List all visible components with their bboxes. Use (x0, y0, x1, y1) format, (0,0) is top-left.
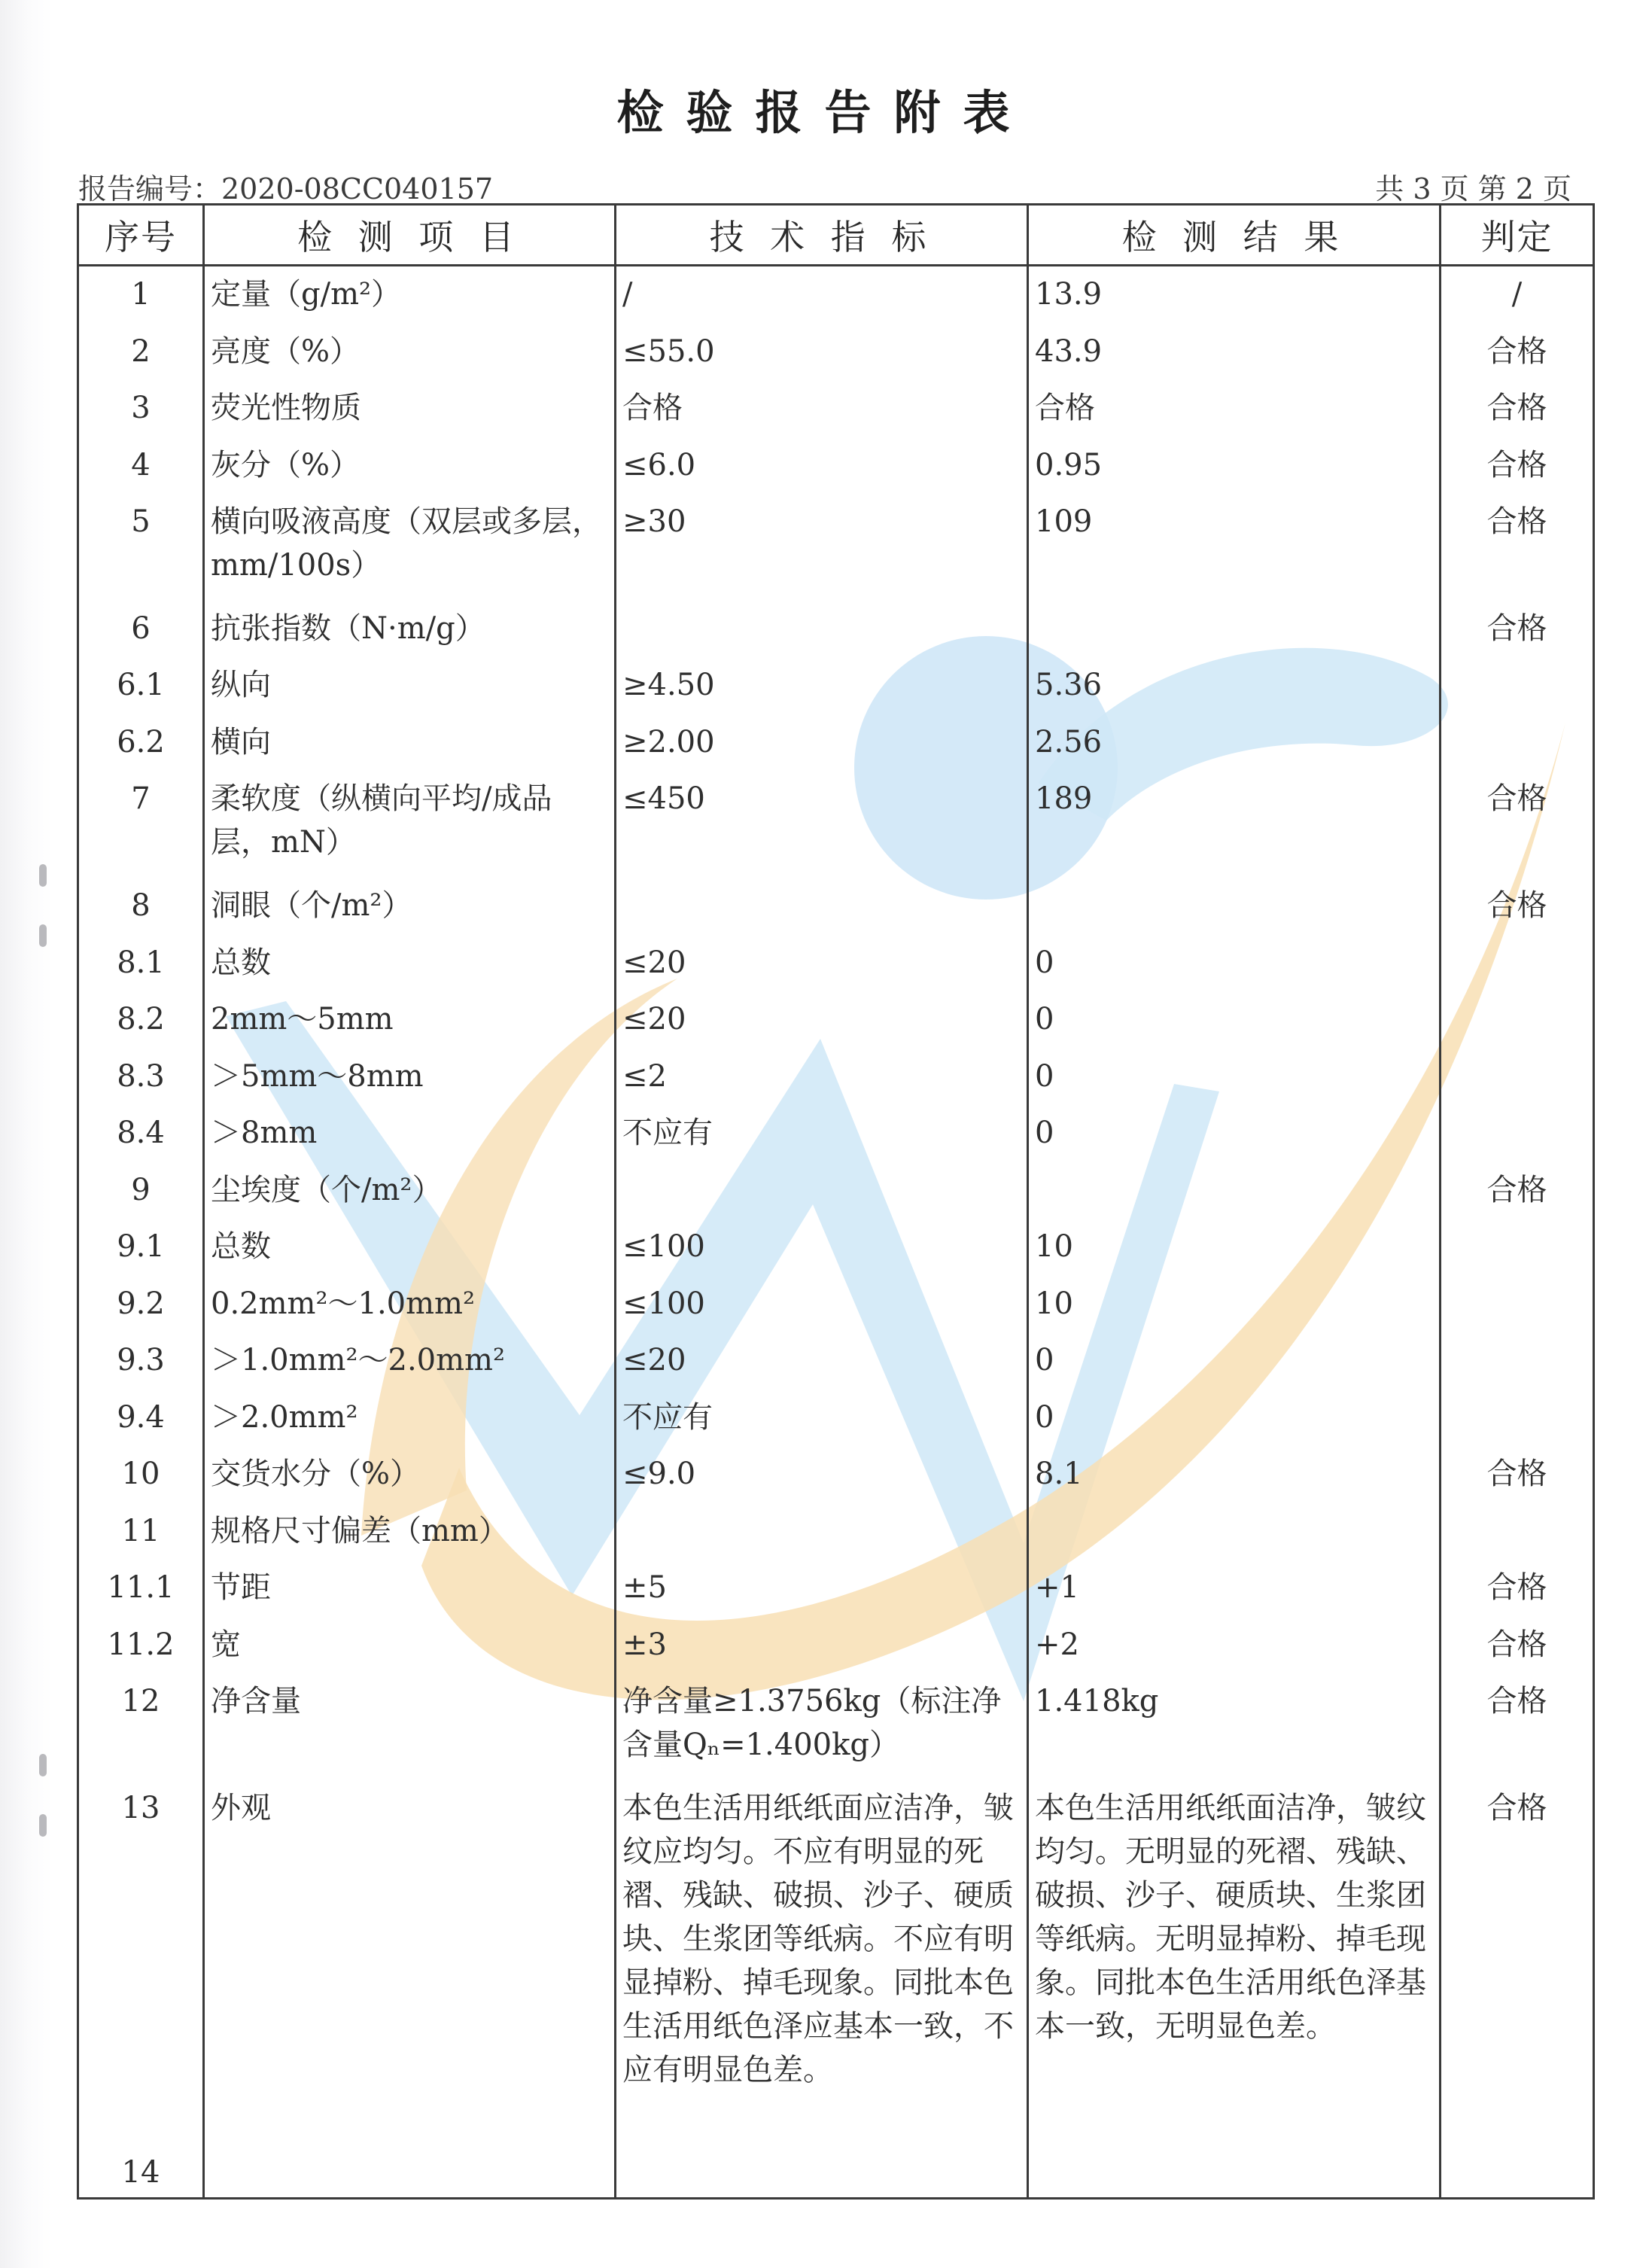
row-result: 109 (1028, 494, 1441, 601)
table-row (78, 1390, 1594, 1446)
row-spec: ≤100 (616, 1276, 1028, 1332)
row-item: ＞2.0mm² (204, 1390, 616, 1446)
row-item (204, 2136, 616, 2198)
row-number: 8.1 (78, 935, 204, 991)
row-spec: ±3 (616, 1617, 1028, 1673)
row-result: 合格 (1028, 380, 1441, 437)
row-item: 荧光性物质 (204, 380, 616, 437)
table-row (78, 771, 1594, 878)
table-row (78, 878, 1594, 934)
row-result (1028, 1503, 1441, 1560)
row-result: 0 (1028, 1049, 1441, 1105)
row-result: 13.9 (1028, 266, 1441, 324)
row-verdict (1441, 1332, 1594, 1389)
row-number: 7 (78, 771, 204, 878)
row-item: 净含量 (204, 1673, 616, 1780)
table-row (78, 1446, 1594, 1502)
table-row (78, 601, 1594, 657)
row-result: 0 (1028, 935, 1441, 991)
row-number: 10 (78, 1446, 204, 1502)
row-item: 抗张指数（N·m/g） (204, 601, 616, 657)
row-verdict: 合格 (1441, 601, 1594, 657)
row-item: 灰分（%） (204, 437, 616, 494)
row-item: 横向 (204, 714, 616, 771)
row-number: 9.2 (78, 1276, 204, 1332)
row-number: 6.1 (78, 657, 204, 714)
page-title: 检验报告附表 (616, 85, 1033, 140)
binding-holes-upper (39, 864, 47, 985)
row-result (1028, 878, 1441, 934)
row-result: 0 (1028, 991, 1441, 1048)
row-number: 11.2 (78, 1617, 204, 1673)
row-result: 189 (1028, 771, 1441, 878)
row-result (1028, 601, 1441, 657)
table-body (78, 266, 1594, 2199)
table-row (78, 1105, 1594, 1161)
row-spec (616, 1162, 1028, 1219)
row-verdict: 合格 (1441, 380, 1594, 437)
table-row (78, 324, 1594, 380)
row-spec: 不应有 (616, 1105, 1028, 1161)
row-spec: ≥2.00 (616, 714, 1028, 771)
row-item: 定量（g/m²） (204, 266, 616, 324)
row-number: 1 (78, 266, 204, 324)
row-item: 节距 (204, 1560, 616, 1616)
col-header-no: 序号 (78, 205, 204, 266)
row-verdict (1441, 1219, 1594, 1275)
row-spec: 净含量≥1.3756kg（标注净含量Qₙ=1.400kg） (616, 1673, 1028, 1780)
row-verdict (1441, 991, 1594, 1048)
row-spec (616, 878, 1028, 934)
row-number: 8.3 (78, 1049, 204, 1105)
row-verdict: 合格 (1441, 437, 1594, 494)
row-verdict: 合格 (1441, 1617, 1594, 1673)
row-spec: ≤9.0 (616, 1446, 1028, 1502)
row-result: 0 (1028, 1332, 1441, 1389)
row-result: 5.36 (1028, 657, 1441, 714)
row-result: 0 (1028, 1390, 1441, 1446)
row-number: 12 (78, 1673, 204, 1780)
row-item: 亮度（%） (204, 324, 616, 380)
row-spec: ≤20 (616, 991, 1028, 1048)
row-number: 5 (78, 494, 204, 601)
col-header-item: 检 测 项 目 (204, 205, 616, 266)
row-item: 总数 (204, 1219, 616, 1275)
row-item: 总数 (204, 935, 616, 991)
table-row (78, 1162, 1594, 1219)
table-row (78, 1276, 1594, 1332)
row-item: ＞1.0mm²～2.0mm² (204, 1332, 616, 1389)
report-number: 报告编号：2020-08CC040157 (78, 172, 494, 205)
row-spec: ≥30 (616, 494, 1028, 601)
col-header-spec: 技 术 指 标 (616, 205, 1028, 266)
row-item: 规格尺寸偏差（mm） (204, 1503, 616, 1560)
row-verdict: 合格 (1441, 878, 1594, 934)
row-result: 2.56 (1028, 714, 1441, 771)
row-verdict (1441, 657, 1594, 714)
row-item: ＞8mm (204, 1105, 616, 1161)
row-spec: ≤100 (616, 1219, 1028, 1275)
row-item: 宽 (204, 1617, 616, 1673)
row-verdict: 合格 (1441, 771, 1594, 878)
table-header-row (78, 205, 1594, 266)
table-row (78, 991, 1594, 1048)
row-item: 0.2mm²～1.0mm² (204, 1276, 616, 1332)
row-item: 洞眼（个/m²） (204, 878, 616, 934)
row-result: 0 (1028, 1105, 1441, 1161)
row-verdict: 合格 (1441, 1560, 1594, 1616)
table-row (78, 494, 1594, 601)
row-spec: ±5 (616, 1560, 1028, 1616)
inspection-table (77, 203, 1595, 2200)
row-verdict (1441, 1503, 1594, 1560)
row-spec: ≤2 (616, 1049, 1028, 1105)
row-item: 外观 (204, 1780, 616, 2137)
row-number: 9.1 (78, 1219, 204, 1275)
row-verdict: 合格 (1441, 1673, 1594, 1780)
row-spec: ≤450 (616, 771, 1028, 878)
table-row (78, 1617, 1594, 1673)
row-spec: ≤20 (616, 935, 1028, 991)
row-result: 0.95 (1028, 437, 1441, 494)
row-number: 8.4 (78, 1105, 204, 1161)
row-spec (616, 1503, 1028, 1560)
row-item: 柔软度（纵横向平均/成品层，mN） (204, 771, 616, 878)
row-result: 本色生活用纸纸面洁净，皱纹均匀。无明显的死褶、残缺、破损、沙子、硬质块、生浆团等纸病。无明显掉粉、掉毛现象。同批本色生活用纸色泽基本一致，无明显色差。 (1028, 1780, 1441, 2137)
row-spec: ≤20 (616, 1332, 1028, 1389)
row-result: 10 (1028, 1276, 1441, 1332)
table-row (78, 437, 1594, 494)
row-item: 尘埃度（个/m²） (204, 1162, 616, 1219)
row-item: 纵向 (204, 657, 616, 714)
row-verdict: 合格 (1441, 1780, 1594, 2137)
table-row (78, 2136, 1594, 2198)
row-number: 8 (78, 878, 204, 934)
table-row (78, 1503, 1594, 1560)
row-number: 13 (78, 1780, 204, 2137)
row-verdict: 合格 (1441, 494, 1594, 601)
row-number: 9 (78, 1162, 204, 1219)
table-row (78, 266, 1594, 324)
row-number: 14 (78, 2136, 204, 2198)
table-row (78, 1560, 1594, 1616)
row-verdict (1441, 1390, 1594, 1446)
row-verdict (1441, 1105, 1594, 1161)
row-number: 8.2 (78, 991, 204, 1048)
table-row (78, 657, 1594, 714)
row-item: ＞5mm～8mm (204, 1049, 616, 1105)
row-verdict: 合格 (1441, 1446, 1594, 1502)
row-spec: 合格 (616, 380, 1028, 437)
row-number: 11 (78, 1503, 204, 1560)
row-result (1028, 2136, 1441, 2198)
row-number: 6 (78, 601, 204, 657)
row-number: 2 (78, 324, 204, 380)
table-row (78, 380, 1594, 437)
row-result: 10 (1028, 1219, 1441, 1275)
table-row (78, 1332, 1594, 1389)
row-spec: ≤6.0 (616, 437, 1028, 494)
table-row (78, 935, 1594, 991)
row-spec: ≥4.50 (616, 657, 1028, 714)
row-result: 43.9 (1028, 324, 1441, 380)
row-spec (616, 2136, 1028, 2198)
row-spec: 本色生活用纸纸面应洁净，皱纹应均匀。不应有明显的死褶、残缺、破损、沙子、硬质块、生浆团等纸病。不应有明显掉粉、掉毛现象。同批本色生活用纸色泽应基本一致，不应有明显色差。 (616, 1780, 1028, 2137)
row-number: 11.1 (78, 1560, 204, 1616)
row-number: 9.3 (78, 1332, 204, 1389)
col-header-verdict: 判定 (1441, 205, 1594, 266)
row-number: 4 (78, 437, 204, 494)
row-spec (616, 601, 1028, 657)
row-result: +2 (1028, 1617, 1441, 1673)
table-row (78, 1049, 1594, 1105)
row-result (1028, 1162, 1441, 1219)
row-verdict: 合格 (1441, 324, 1594, 380)
table-row (78, 1780, 1594, 2137)
row-result: 8.1 (1028, 1446, 1441, 1502)
row-item: 交货水分（%） (204, 1446, 616, 1502)
row-verdict (1441, 1049, 1594, 1105)
row-number: 6.2 (78, 714, 204, 771)
binding-holes-lower (39, 1754, 47, 1874)
row-verdict (1441, 1276, 1594, 1332)
row-result: 1.418kg (1028, 1673, 1441, 1780)
table-row (78, 714, 1594, 771)
row-spec: ≤55.0 (616, 324, 1028, 380)
row-item: 2mm～5mm (204, 991, 616, 1048)
row-verdict (1441, 935, 1594, 991)
row-number: 9.4 (78, 1390, 204, 1446)
row-result: +1 (1028, 1560, 1441, 1616)
row-spec: / (616, 266, 1028, 324)
col-header-result: 检 测 结 果 (1028, 205, 1441, 266)
table-row (78, 1219, 1594, 1275)
row-verdict: 合格 (1441, 1162, 1594, 1219)
row-number: 3 (78, 380, 204, 437)
row-verdict (1441, 2136, 1594, 2198)
row-verdict (1441, 714, 1594, 771)
table-row (78, 1673, 1594, 1780)
page-indicator: 共 3 页 第 2 页 (1375, 172, 1571, 205)
row-spec: 不应有 (616, 1390, 1028, 1446)
row-verdict: / (1441, 266, 1594, 324)
row-item: 横向吸液高度（双层或多层，mm/100s） (204, 494, 616, 601)
